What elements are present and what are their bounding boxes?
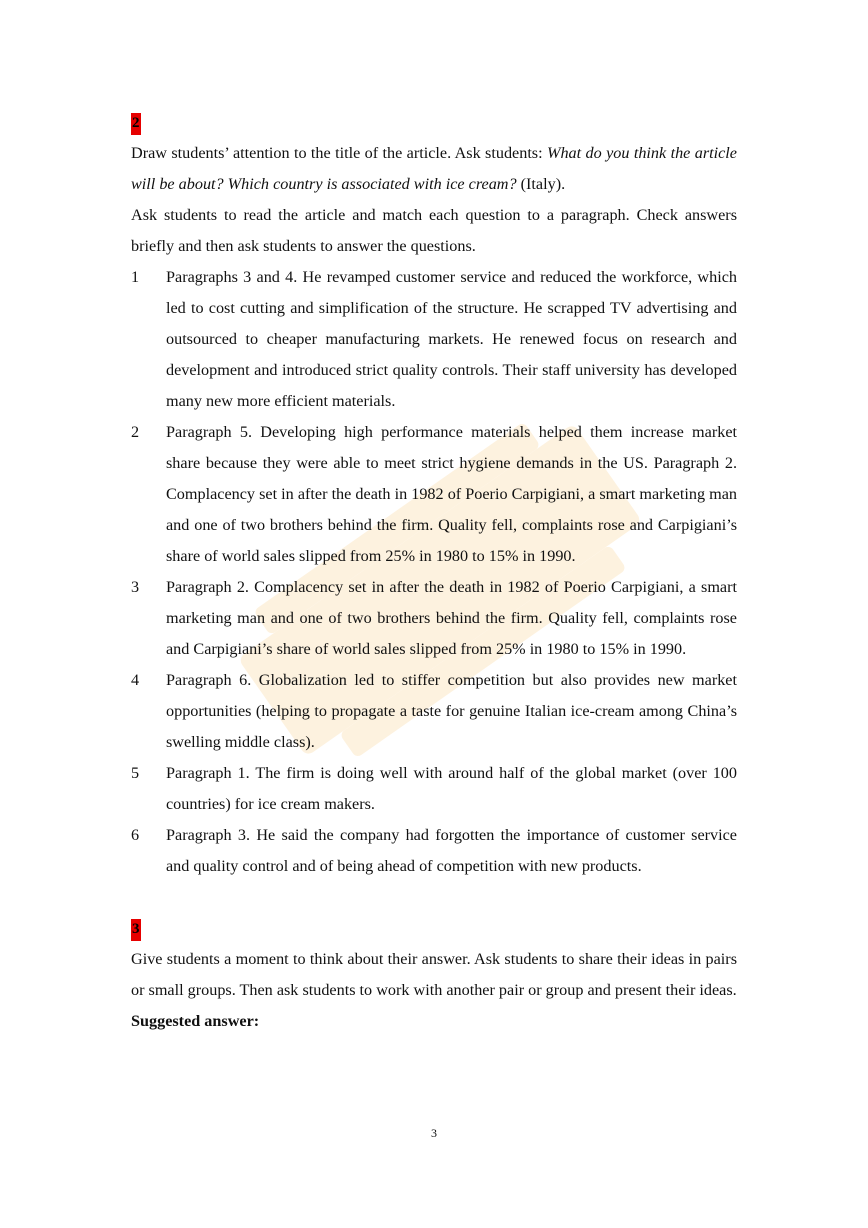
- answer-number: 3: [131, 578, 140, 596]
- main-content: [131, 107, 737, 1037]
- section-2-marker: 2: [131, 113, 141, 135]
- answer-item: [131, 758, 737, 820]
- answer-text: Paragraph 3. He said the company had forgotten the importance of customer service and quality control and of being ahead of competition with new products.: [166, 826, 737, 875]
- answer-text: Paragraph 5. Developing high performance materials helped them increase market share because they were able to meet strict hygiene demands in the US. Paragraph 2. Complacency set in after the death in 1982 of Poerio Carpigiani, a smart marketing man and one of two brothers behind the firm. Quality fell, complaints rose and Carpigiani’s share of world sales slipped from 25% in 1980 to 15% in 1990.: [166, 423, 737, 565]
- section-gap: [131, 882, 737, 913]
- answer-text: Paragraph 1. The firm is doing well with around half of the global market (over 100 countries) for ice cream makers.: [166, 764, 737, 813]
- answer-text: Paragraphs 3 and 4. He revamped customer service and reduced the workforce, which led to cost cutting and simplification of the structure. He scrapped TV advertising and outsourced to cheaper manufacturing markets. He renewed focus on research and development and introduced strict quality controls. Their staff university has developed many new more efficient materials.: [166, 268, 737, 410]
- answer-number: 6: [131, 826, 140, 844]
- answer-text: Paragraph 6. Globalization led to stiffer competition but also provides new market opportunities (helping to propagate a taste for genuine Italian ice-cream among China’s swelling middle class).: [166, 671, 737, 751]
- answer-item: [131, 262, 737, 417]
- answer-number: 2: [131, 423, 140, 441]
- section-2-header: [131, 107, 737, 138]
- intro-plain-text: Draw students’ attention to the title of the article. Ask students:: [131, 144, 547, 162]
- section-3-marker: 3: [131, 919, 141, 941]
- answer-list: [131, 262, 737, 882]
- answer-item: [131, 572, 737, 665]
- section-3-instruction: Give students a moment to think about their answer. Ask students to share their ideas in pairs or small groups. Then ask students to work with another pair or group and present their ideas.: [131, 950, 737, 999]
- answer-item: [131, 665, 737, 758]
- answer-text: Paragraph 2. Complacency set in after the death in 1982 of Poerio Carpigiani, a smart marketing man and one of two brothers behind the firm. Quality fell, complaints rose and Carpigiani’s share of world sales slipped from 25% in 1980 to 15% in 1990.: [166, 578, 737, 658]
- section-2-instruction: Ask students to read the article and match each question to a paragraph. Check answers briefly and then ask students to answer the questions.: [131, 206, 737, 255]
- answer-item: [131, 417, 737, 572]
- intro-italic-question: What do you think the article will be about? Which country is associated with ice cream?: [131, 144, 737, 193]
- suggested-answer-label: Suggested answer:: [131, 1012, 260, 1030]
- page-number: 3: [431, 1126, 437, 1140]
- answer-number: 1: [131, 268, 140, 286]
- answer-number: 4: [131, 671, 140, 689]
- section-2-intro: [131, 138, 737, 200]
- section-3-header: [131, 913, 737, 944]
- intro-end-text: (Italy).: [516, 175, 566, 193]
- answer-item: [131, 820, 737, 882]
- answer-number: 5: [131, 764, 140, 782]
